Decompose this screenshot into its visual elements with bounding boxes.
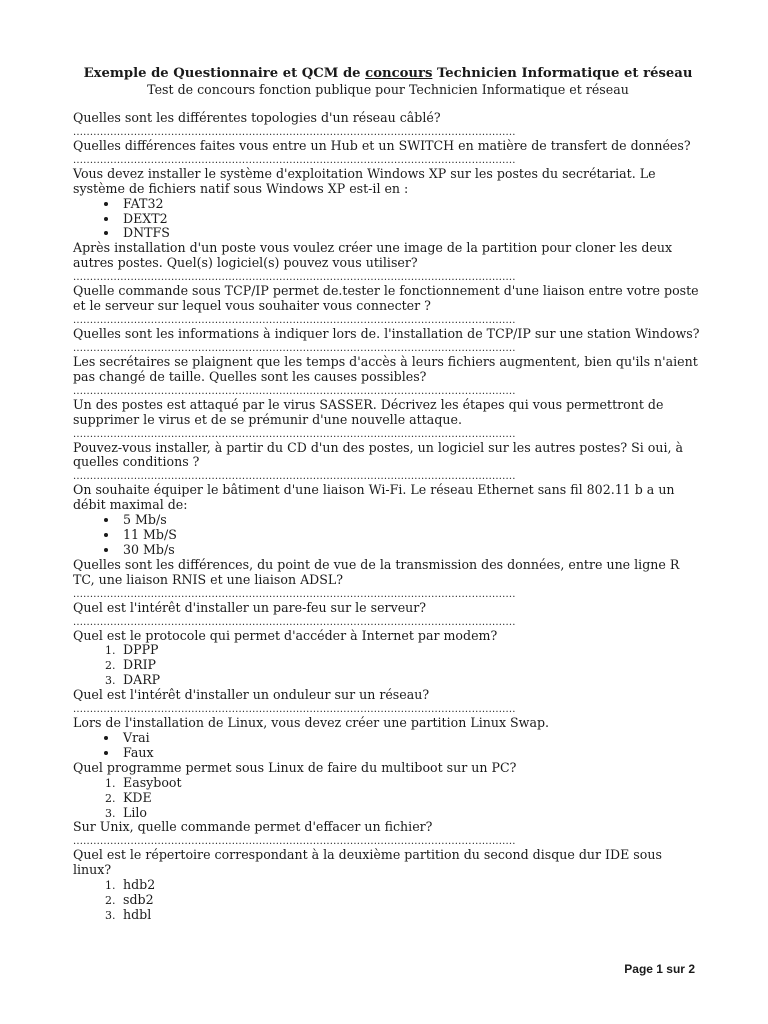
answer-options (73, 776, 703, 821)
answer-line[interactable]: ................................................................................................................................... (73, 314, 516, 326)
question-text: Quel est le répertoire correspondant à la deuxième partition du second disque dur IDE sous linux? (73, 847, 662, 878)
footer-separator: sur (662, 962, 689, 976)
answer-line[interactable]: ................................................................................................................................... (73, 704, 516, 716)
answer-options (73, 513, 703, 558)
question-text: Quelles différences faites vous entre un Hub et un SWITCH en matière de transfert de données? (73, 137, 691, 153)
question-text: Quel est l'intérêt d'installer un pare-feu sur le serveur? (73, 599, 427, 615)
title-suffix: Technicien Informatique et réseau (432, 66, 693, 81)
question-text: Un des postes est attaqué par le virus SASSER. Décrivez les étapes qui vous permettront de supprimer le virus et de se prémunir d'une nouvelle attaque. (73, 396, 664, 427)
question-text: Quel est l'intérêt d'installer un onduleur sur un réseau? (73, 687, 430, 703)
question-text: Après installation d'un poste vous voulez créer une image de la partition pour cloner les deux autres postes. Quel(s) logiciel(s) pouvez vous utiliser? (73, 240, 673, 271)
answer-option: 2. KDE (119, 791, 703, 806)
answer-option: • DEXT2 (119, 212, 703, 227)
footer-page-total: 2 (688, 962, 695, 976)
question-text: Sur Unix, quelle commande permet d'effacer un fichier? (73, 819, 433, 835)
document-subtitle: Test de concours fonction publique pour Technicien Informatique et réseau (147, 82, 629, 97)
question-text: Vous devez installer le système d'exploitation Windows XP sur les postes du secrétariat. Le système de fichiers natif sous Windows XP est-il en : (73, 165, 656, 196)
answer-option: • 11 Mb/S (119, 528, 703, 543)
answer-option: 1. Easyboot (119, 776, 703, 791)
answer-option: 3. hdbl (119, 908, 703, 923)
answer-option: • 30 Mb/s (119, 543, 703, 558)
question-text: Quel est le protocole qui permet d'accéder à Internet par modem? (73, 627, 498, 643)
answer-options (73, 731, 703, 761)
answer-option: 3. Lilo (119, 806, 703, 821)
question-list (73, 111, 703, 923)
answer-line[interactable]: ................................................................................................................................... (73, 154, 516, 166)
answer-option: 1. hdb2 (119, 878, 703, 893)
question-text: Quelles sont les différences, du point de vue de la transmission des données, entre une ligne R TC, une liaison RNIS et une liaison ADSL? (73, 556, 680, 587)
answer-line[interactable]: ................................................................................................................................... (73, 428, 516, 440)
question-text: Quelle commande sous TCP/IP permet de.tester le fonctionnement d'une liaison entre votre poste et le serveur sur lequel vous souhaiter vous connecter ? (73, 283, 699, 314)
answer-option: • DNTFS (119, 226, 703, 241)
title-link-concours[interactable]: concours (365, 66, 433, 81)
answer-options (73, 643, 703, 688)
answer-option: 2. sdb2 (119, 893, 703, 908)
question-text: On souhaite équiper le bâtiment d'une liaison Wi-Fi. Le réseau Ethernet sans fil 802.11 b a un débit maximal de: (73, 482, 675, 513)
answer-line[interactable]: ................................................................................................................................... (73, 616, 516, 628)
answer-line[interactable]: ................................................................................................................................... (73, 272, 516, 284)
document-title (73, 66, 703, 82)
answer-option: 1. DPPP (119, 643, 703, 658)
question-text: Quel programme permet sous Linux de faire du multiboot sur un PC? (73, 759, 517, 775)
answer-line[interactable]: ................................................................................................................................... (73, 836, 516, 848)
answer-option: • Vrai (119, 731, 703, 746)
question-text: Pouvez-vous installer, à partir du CD d'un des postes, un logiciel sur les autres postes? Si oui, à quelles conditions ? (73, 439, 684, 470)
title-prefix: Exemple de Questionnaire et QCM de (83, 66, 366, 81)
answer-options (73, 878, 703, 923)
answer-options (73, 197, 703, 242)
answer-line[interactable]: ................................................................................................................................... (73, 126, 516, 138)
answer-line[interactable]: ................................................................................................................................... (73, 385, 516, 397)
title-block (73, 66, 703, 97)
answer-option: • Faux (119, 746, 703, 761)
footer-page-label: Page (624, 962, 657, 976)
question-text: Lors de l'installation de Linux, vous devez créer une partition Linux Swap. (73, 715, 550, 731)
question-text: Quelles sont les informations à indiquer lors de. l'installation de TCP/IP sur une station Windows? (73, 325, 700, 341)
answer-option: • FAT32 (119, 197, 703, 212)
page-footer (624, 962, 695, 976)
question-text: Quelles sont les différentes topologies d'un réseau câblé? (73, 110, 441, 125)
document-body (73, 66, 703, 923)
answer-line[interactable]: ................................................................................................................................... (73, 471, 516, 483)
answer-line[interactable]: ................................................................................................................................... (73, 342, 516, 354)
question-text: Les secrétaires se plaignent que les temps d'accès à leurs fichiers augmentent, bien qu'ils n'aient pas changé de taille. Quelles sont les causes possibles? (73, 353, 698, 384)
answer-option: 2. DRIP (119, 658, 703, 673)
answer-option: 3. DARP (119, 673, 703, 688)
footer-page-number: 1 (656, 962, 663, 976)
answer-line[interactable]: ................................................................................................................................... (73, 588, 516, 600)
answer-option: • 5 Mb/s (119, 513, 703, 528)
